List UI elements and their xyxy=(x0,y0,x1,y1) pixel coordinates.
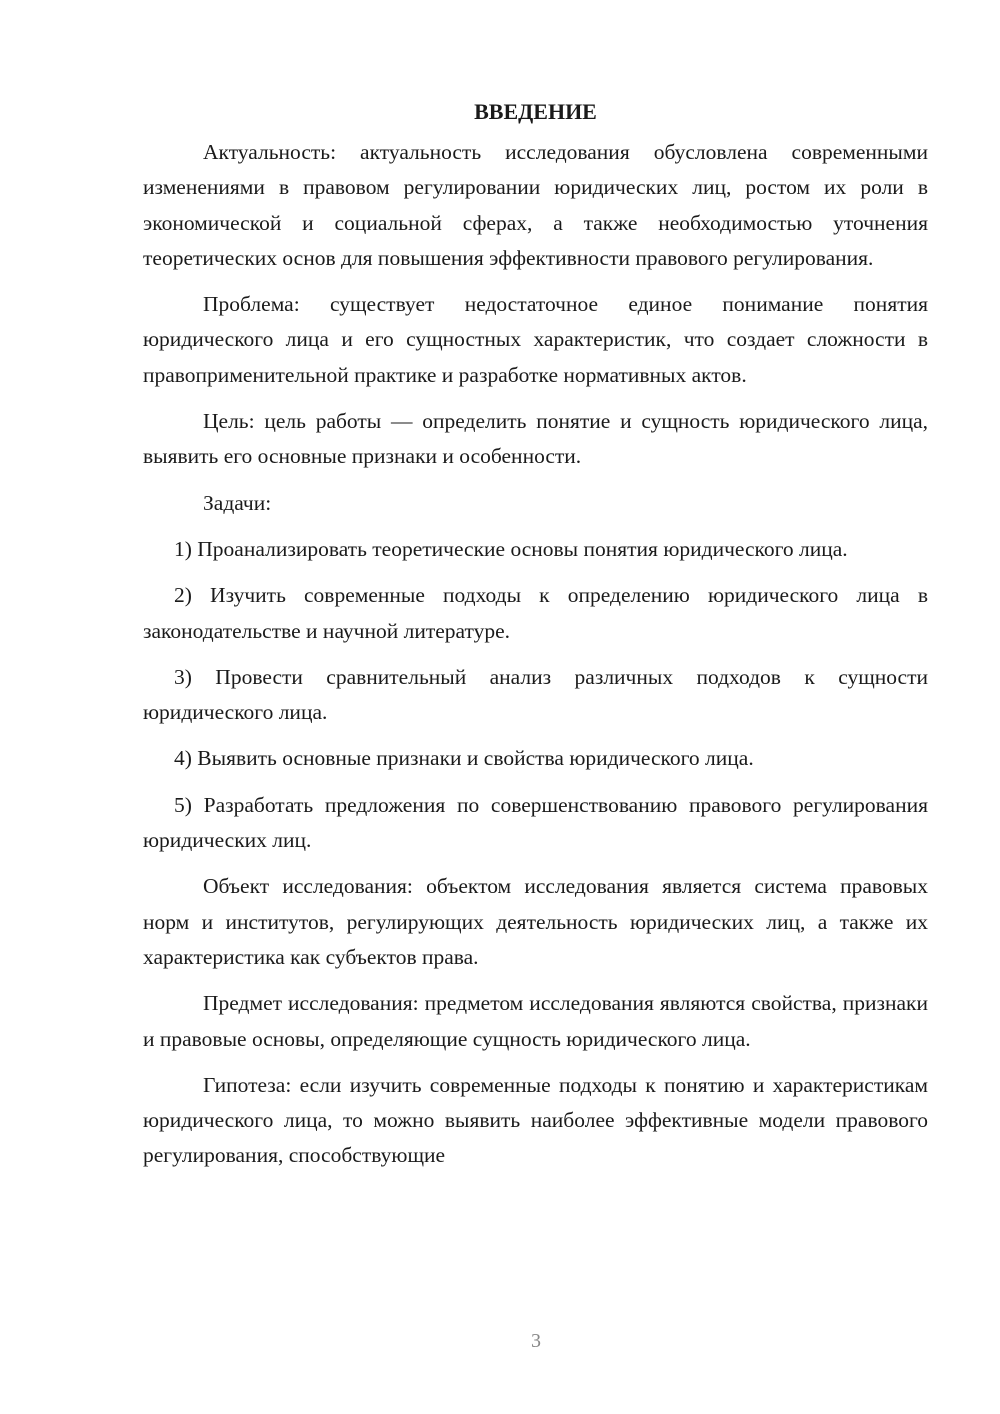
task-item-2: 2) Изучить современные подходы к определению юридического лица в законодательстве и научной литературе. xyxy=(143,583,928,643)
paragraph-goal: Цель: цель работы — определить понятие и сущность юридического лица, выявить его основные признаки и особенности. xyxy=(143,409,928,469)
paragraph-hypothesis: Гипотеза: если изучить современные подходы к понятию и характеристикам юридического лица, то можно выявить наиболее эффективные модели правового регулирования, способствующие xyxy=(143,1072,928,1168)
paragraph-object: Объект исследования: объектом исследования является система правовых норм и институтов, регулирующих деятельность юридических лиц, а также их характеристика как субъектов права. xyxy=(143,874,928,969)
paragraph-subject: Предмет исследования: предметом исследования являются свойства, признаки и правовые основы, определяющие сущность юридического лица. xyxy=(143,991,928,1051)
section-title: ВВЕДЕНИЕ xyxy=(474,99,597,124)
task-item-4: 4) Выявить основные признаки и свойства юридического лица. xyxy=(174,746,754,771)
paragraph-problem: Проблема: существует недостаточное единое понимание понятия юридического лица и его сущностных характеристик, что создает сложности в правоприменительной практике и разработке нормативных актов. xyxy=(143,292,928,387)
paragraph-tasks-heading: Задачи: xyxy=(203,490,272,515)
paragraph-relevance: Актуальность: актуальность исследования обусловлена современными изменениями в правовом регулировании юридических лиц, ростом их роли в экономической и социальной сферах, а также необходимостью уточнения теоретических основ для повышения эффективности правового регулирования. xyxy=(143,140,928,270)
page-number: 3 xyxy=(531,1330,541,1352)
task-item-5: 5) Разработать предложения по совершенствованию правового регулирования юридических лиц. xyxy=(143,792,928,853)
document-body xyxy=(143,94,928,1185)
task-item-3: 3) Провести сравнительный анализ различных подходов к сущности юридического лица. xyxy=(143,664,928,725)
task-item-1: 1) Проанализировать теоретические основы понятия юридического лица. xyxy=(174,536,848,561)
